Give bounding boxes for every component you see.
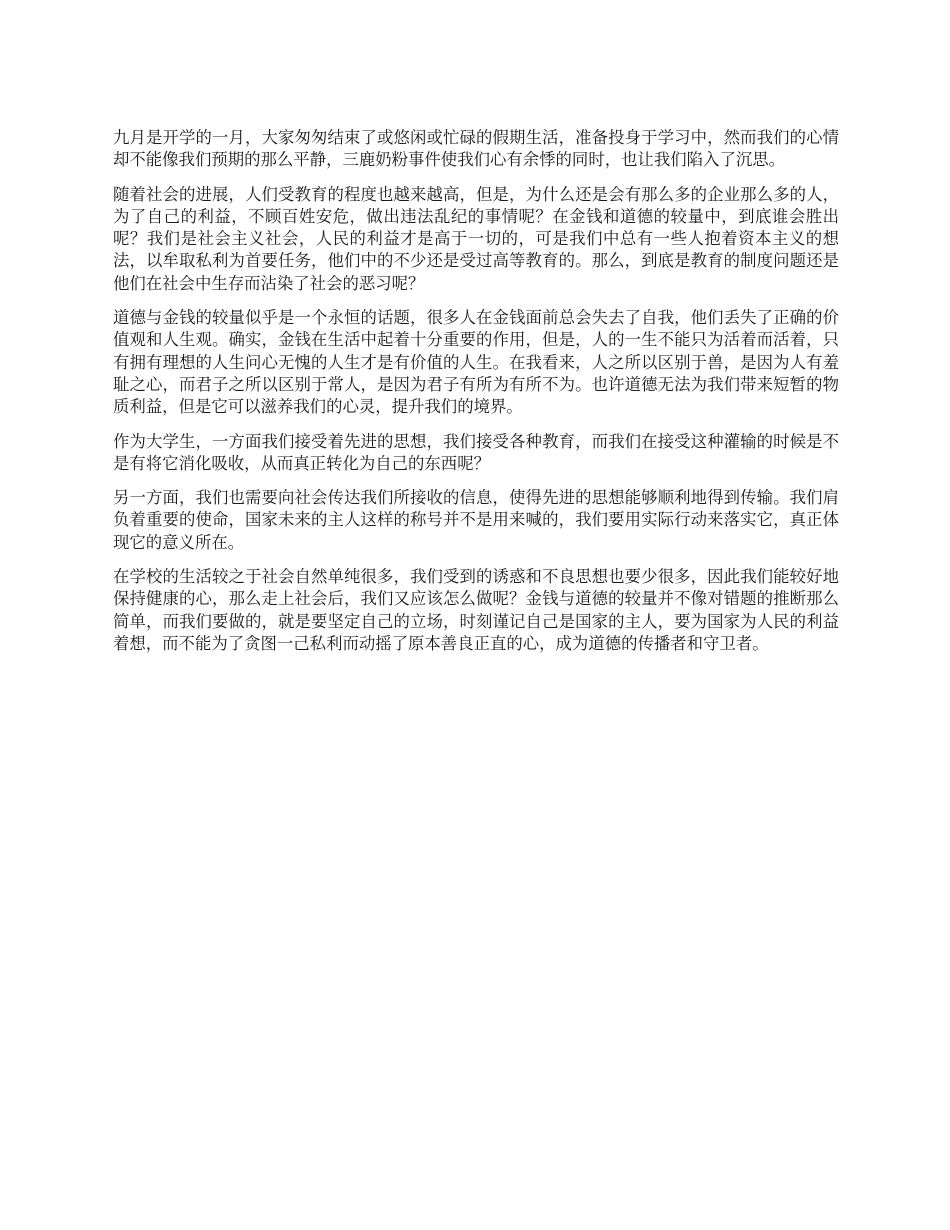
paragraph-5: 另一方面，我们也需要向社会传达我们所接收的信息，使得先进的思想能够顺利地得到传输。我们肩负着重要的使命，国家未来的主人这样的称号并不是用来喊的，我们要用实际行动来落实它，真正体现它的意义所在。	[113, 488, 839, 552]
paragraph-6: 在学校的生活较之于社会自然单纯很多，我们受到的诱惑和不良思想也要少很多，因此我们能较好地保持健康的心，那么走上社会后，我们又应该怎么做呢？金钱与道德的较量并不像对错题的推断那么简单，而我们要做的，就是要坚定自己的立场，时刻谨记自己是国家的主人，要为国家为人民的利益着想，而不能为了贪图一己私利而动摇了原本善良正直的心，成为道德的传播者和守卫者。	[113, 567, 839, 653]
document-page	[113, 127, 839, 667]
paragraph-3: 道德与金钱的较量似乎是一个永恒的话题，很多人在金钱面前总会失去了自我，他们丢失了正确的价值观和人生观。确实，金钱在生活中起着十分重要的作用，但是，人的一生不能只为活着而活着，只有拥有理想的人生问心无愧的人生才是有价值的人生。在我看来，人之所以区别于兽，是因为人有羞耻之心，而君子之所以区别于常人，是因为君子有所为有所不为。也许道德无法为我们带来短暂的物质利益，但是它可以滋养我们的心灵，提升我们的境界。	[113, 308, 839, 417]
paragraph-4: 作为大学生，一方面我们接受着先进的思想，我们接受各种教育，而我们在接受这种灌输的时候是不是有将它消化吸收，从而真正转化为自己的东西呢？	[113, 431, 839, 473]
paragraph-1: 九月是开学的一月，大家匆匆结束了或悠闲或忙碌的假期生活，准备投身于学习中，然而我们的心情却不能像我们预期的那么平静，三鹿奶粉事件使我们心有余悸的同时，也让我们陷入了沉思。	[113, 128, 839, 170]
paragraph-2: 随着社会的进展，人们受教育的程度也越来越高，但是，为什么还是会有那么多的企业那么多的人，为了自己的利益，不顾百姓安危，做出违法乱纪的事情呢？在金钱和道德的较量中，到底谁会胜出呢？我们是社会主义社会，人民的利益才是高于一切的，可是我们中总有一些人抱着资本主义的想法，以牟取私利为首要任务，他们中的不少还是受过高等教育的。那么，到底是教育的制度问题还是他们在社会中生存而沾染了社会的恶习呢？	[113, 184, 839, 293]
